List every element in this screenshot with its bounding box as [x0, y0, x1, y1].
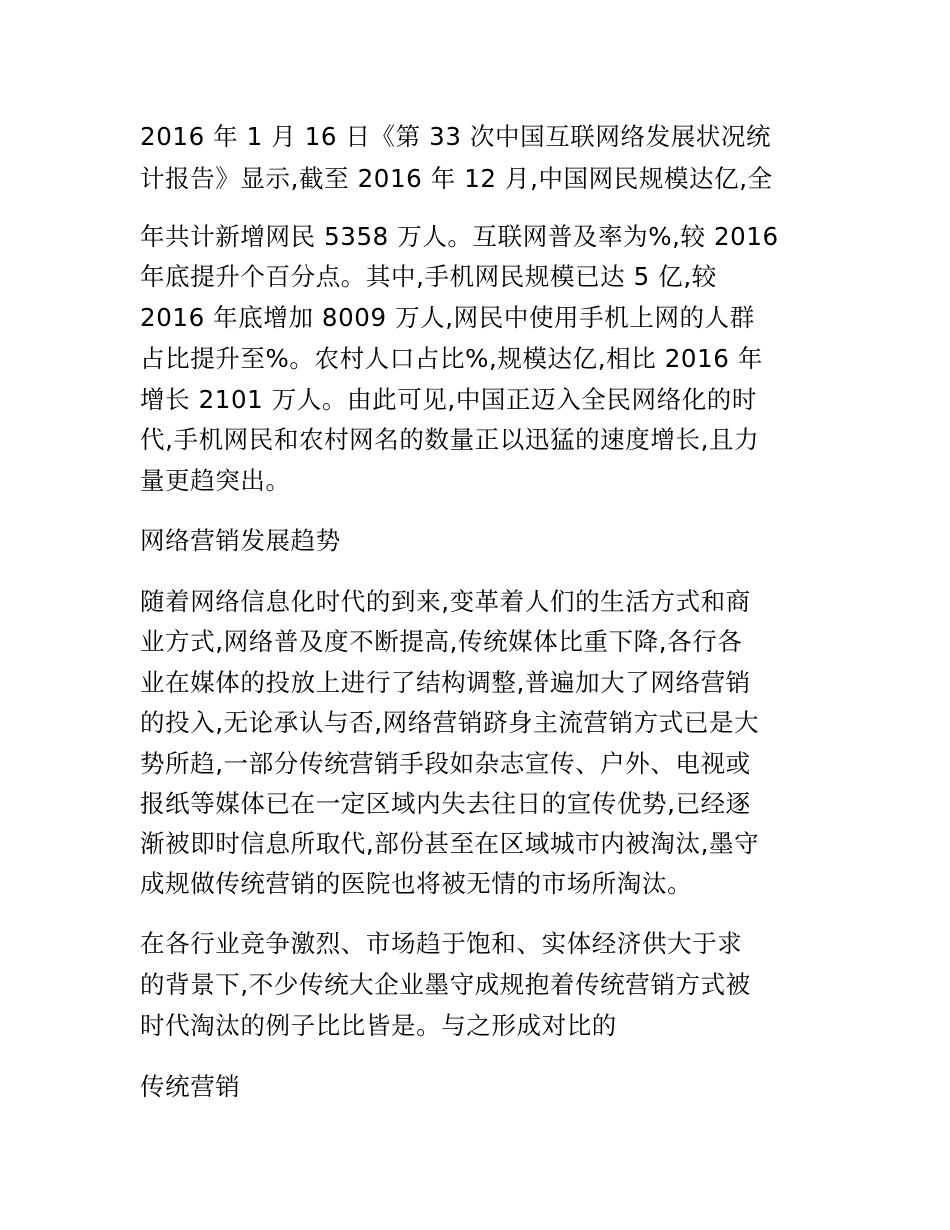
paragraph-line: 渐被即时信息所取代,部份甚至在区域城市内被淘汰,墨守 — [140, 829, 760, 858]
paragraph-line: 年共计新增网民 5358 万人。互联网普及率为%,较 2016 — [140, 222, 779, 251]
paragraph-line: 报纸等媒体已在一定区域内失去往日的宣传优势,已经逐 — [140, 789, 751, 818]
paragraph-line: 业在媒体的投放上进行了结构调整,普遍加大了网络营销 — [140, 668, 751, 697]
paragraph-line: 2016 年底增加 8009 万人,网民中使用手机上网的人群 — [140, 303, 755, 332]
paragraph-line: 随着网络信息化时代的到来,变革着人们的生活方式和商 — [140, 587, 751, 616]
paragraph-line: 年底提升个百分点。其中,手机网民规模已达 5 亿,较 — [140, 262, 717, 291]
paragraph-line: 成规做传统营销的医院也将被无情的市场所淘汰。 — [140, 869, 693, 898]
paragraph-line: 势所趋,一部分传统营销手段如杂志宣传、户外、电视或 — [140, 749, 751, 778]
paragraph-line: 在各行业竞争激烈、市场趋于饱和、实体经济供大于求 — [140, 929, 743, 958]
paragraph-line: 增长 2101 万人。由此可见,中国正迈入全民网络化的时 — [140, 385, 758, 414]
paragraph-line: 代,手机网民和农村网名的数量正以迅猛的速度增长,且力 — [140, 425, 760, 454]
paragraph-line: 时代淘汰的例子比比皆是。与之形成对比的 — [140, 1011, 617, 1040]
paragraph-line: 业方式,网络普及度不断提高,传统媒体比重下降,各行各 — [140, 627, 743, 656]
paragraph-line: 的背景下,不少传统大企业墨守成规抱着传统营销方式被 — [140, 970, 751, 999]
section-heading: 网络营销发展趋势 — [140, 526, 341, 555]
paragraph-line: 2016 年 1 月 16 日《第 33 次中国互联网络发展状况统 — [140, 122, 772, 151]
paragraph-line: 量更趋突出。 — [140, 466, 291, 495]
paragraph-line: 的投入,无论承认与否,网络营销跻身主流营销方式已是大 — [140, 708, 760, 737]
paragraph-line: 占比提升至%。农村人口占比%,规模达亿,相比 2016 年 — [140, 344, 763, 373]
section-heading: 传统营销 — [140, 1072, 241, 1101]
paragraph-line: 计报告》显示,截至 2016 年 12 月,中国网民规模达亿,全 — [140, 164, 773, 193]
